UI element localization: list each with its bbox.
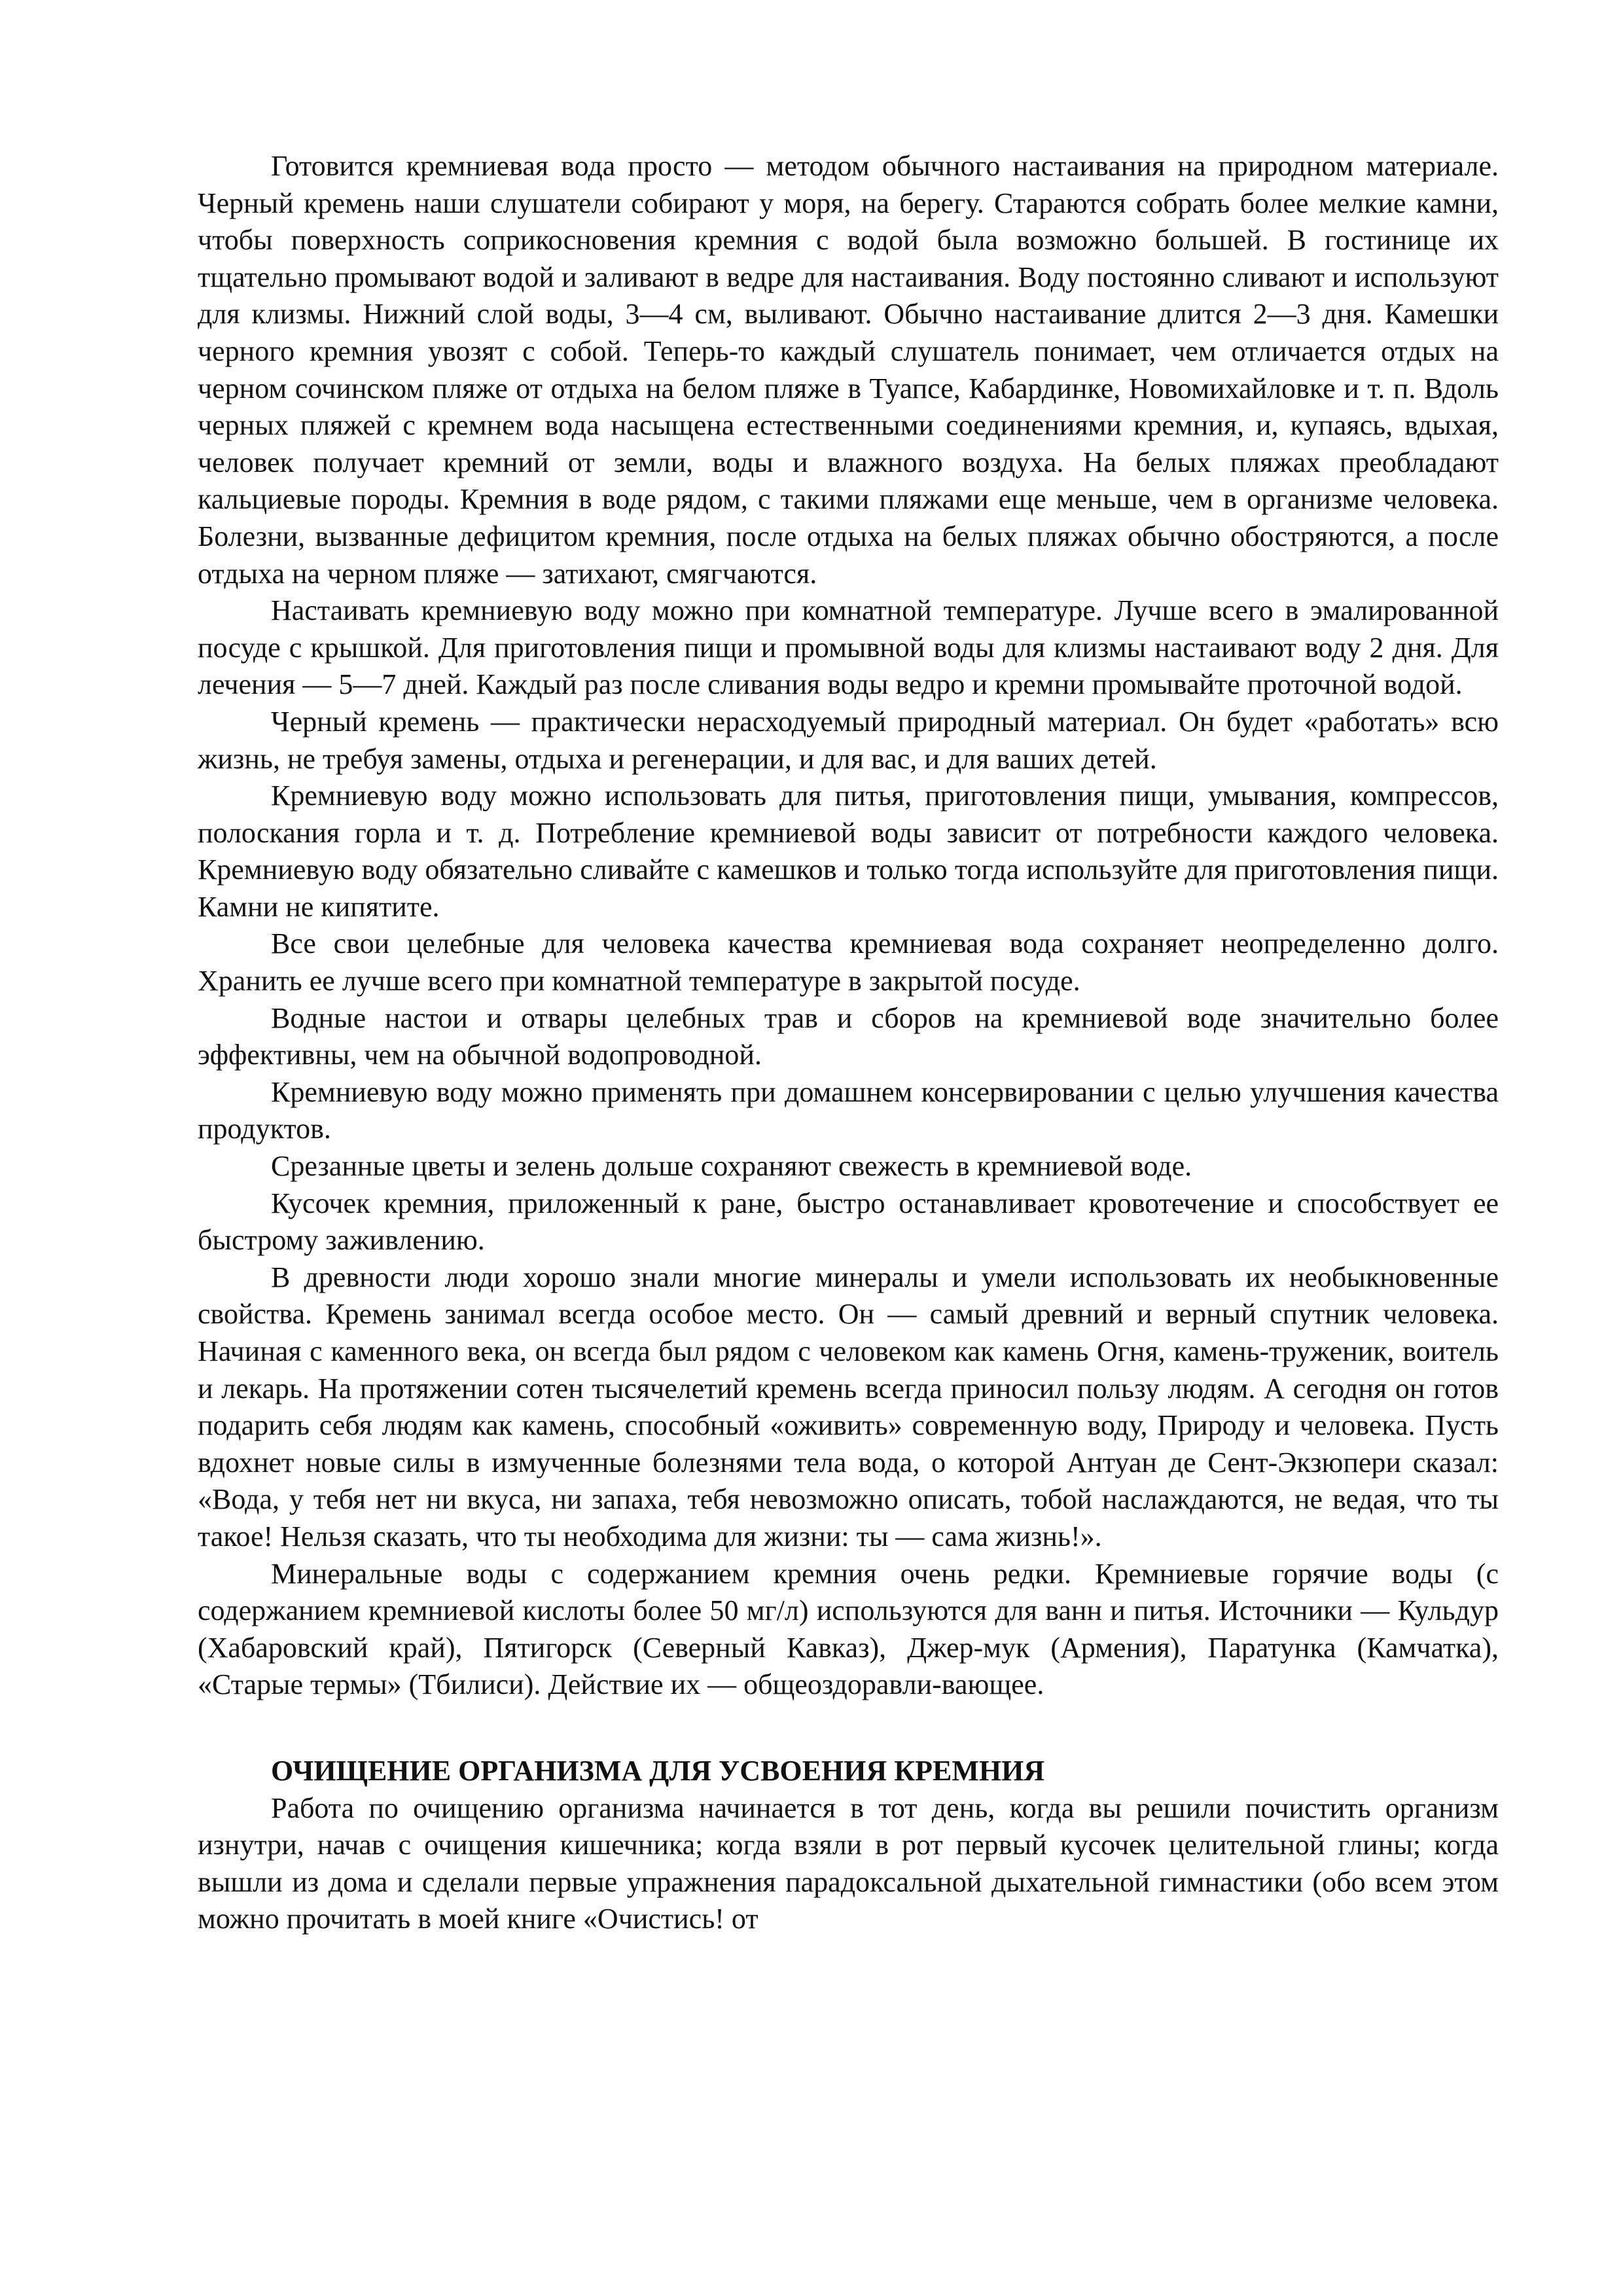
paragraph-history: В древности люди хорошо знали многие минералы и умели использовать их необыкновенные свойства. Кремень занимал всегда особое место. Он — самый древний и верный спутник человека. Начиная с каменного века, он всегда был рядом с человеком как камень Огня, камень-труженик, воитель и лекарь. На протяжении сотен тысячелетий кремень всегда приносил пользу людям. А сегодня он готов подарить себя людям как камень, способный «оживить» современную воду, Природу и человека. Пусть вдохнет новые силы в измученные болезнями тела вода, о которой Антуан де Сент-Экзюпери сказал: «Вода, у тебя нет ни вкуса, ни запаха, тебя невозможно описать, тобой наслаждаются, не ведая, что ты такое! Нельзя сказать, что ты необходима для жизни: ты — сама жизнь!». xyxy=(198,1261,1499,1552)
paragraph-storage: Все свои целебные для человека качества кремниевая вода сохраняет неопределенно долго. Хранить ее лучше всего при комнатной температуре в закрытой посуде. xyxy=(198,927,1499,997)
paragraph-infusion: Настаивать кремниевую воду можно при комнатной температуре. Лучше всего в эмалированной посуде с крышкой. Для приготовления пищи и промывной воды для клизмы настаивают воду 2 дня. Для лечения — 5—7 дней. Каждый раз после сливания воды ведро и кремни промывайте проточной водой. xyxy=(198,594,1499,701)
body-text xyxy=(198,148,1499,1938)
paragraph-flowers: Срезанные цветы и зелень дольше сохраняют свежесть в кремниевой воде. xyxy=(271,1150,1192,1183)
paragraph-cleansing: Работа по очищению организма начинается в тот день, когда вы решили почистить организм изнутри, начав с очищения кишечника; когда взяли в рот первый кусочек целительной глины; когда вышли из дома и сделали первые упражнения парадоксальной дыхательной гимнастики (обо всем этом можно прочитать в моей книге «Очистись! от xyxy=(198,1791,1499,1935)
paragraph-mineral-waters: Минеральные воды с содержанием кремния очень редки. Кремниевые горячие воды (с содержанием кремниевой кислоты более 50 мг/л) используются для ванн и питья. Источники — Кульдур (Хабаровский край), Пятигорск (Северный Кавказ), Джер-мук (Армения), Паратунка (Камчатка), «Старые термы» (Тбилиси). Действие их — общеоздоравли-вающее. xyxy=(198,1557,1499,1701)
paragraph-wounds: Кусочек кремния, приложенный к ране, быстро останавливает кровотечение и способствует ее быстрому заживлению. xyxy=(198,1187,1499,1257)
paragraph-herbal-infusions: Водные настои и отвары целебных трав и сборов на кремниевой воде значительно более эффективны, чем на обычной водопроводной. xyxy=(198,1001,1499,1071)
paragraph-canning: Кремниевую воду можно применять при домашнем консервировании с целью улучшения качества продуктов. xyxy=(198,1075,1499,1145)
paragraph-black-flint: Черный кремень — практически нерасходуемый природный материал. Он будет «работать» всю жизнь, не требуя замены, отдыха и регенерации, и для вас, и для ваших детей. xyxy=(198,705,1499,775)
paragraph-preparation: Готовится кремниевая вода просто — методом обычного настаивания на природном материале. Черный кремень наши слушатели собирают у моря, на берегу. Стараются собрать более мелкие камни, чтобы поверхность соприкосновения кремния с водой была возможно большей. В гостинице их тщательно промывают водой и заливают в ведре для настаивания. Воду постоянно сливают и используют для клизмы. Нижний слой воды, 3—4 см, выливают. Обычно настаивание длится 2—3 дня. Камешки черного кремния увозят с собой. Теперь-то каждый слушатель понимает, чем отличается отдых на черном сочинском пляже от отдыха на белом пляже в Туапсе, Кабардинке, Новомихайловке и т. п. Вдоль черных пляжей с кремнем вода насыщена естественными соединениями кремния, и, купаясь, вдыхая, человек получает кремний от земли, воды и влажного воздуха. На белых пляжах преобладают кальциевые породы. Кремния в воде рядом, с такими пляжами еще меньше, чем в организме человека. Болезни, вызванные дефицитом кремния, после отдыха на белых пляжах обычно обостряются, а после отдыха на черном пляже — затихают, смягчаются. xyxy=(198,150,1499,590)
paragraph-usage: Кремниевую воду можно использовать для питья, приготовления пищи, умывания, компрессов, полоскания горла и т. д. Потребление кремниевой воды зависит от потребности каждого человека. Кремниевую воду обязательно сливайте с камешков и только тогда используйте для приготовления пищи. Камни не кипятите. xyxy=(198,780,1499,923)
section-heading: ОЧИЩЕНИЕ ОРГАНИЗМА ДЛЯ УСВОЕНИЯ КРЕМНИЯ xyxy=(271,1754,1045,1787)
